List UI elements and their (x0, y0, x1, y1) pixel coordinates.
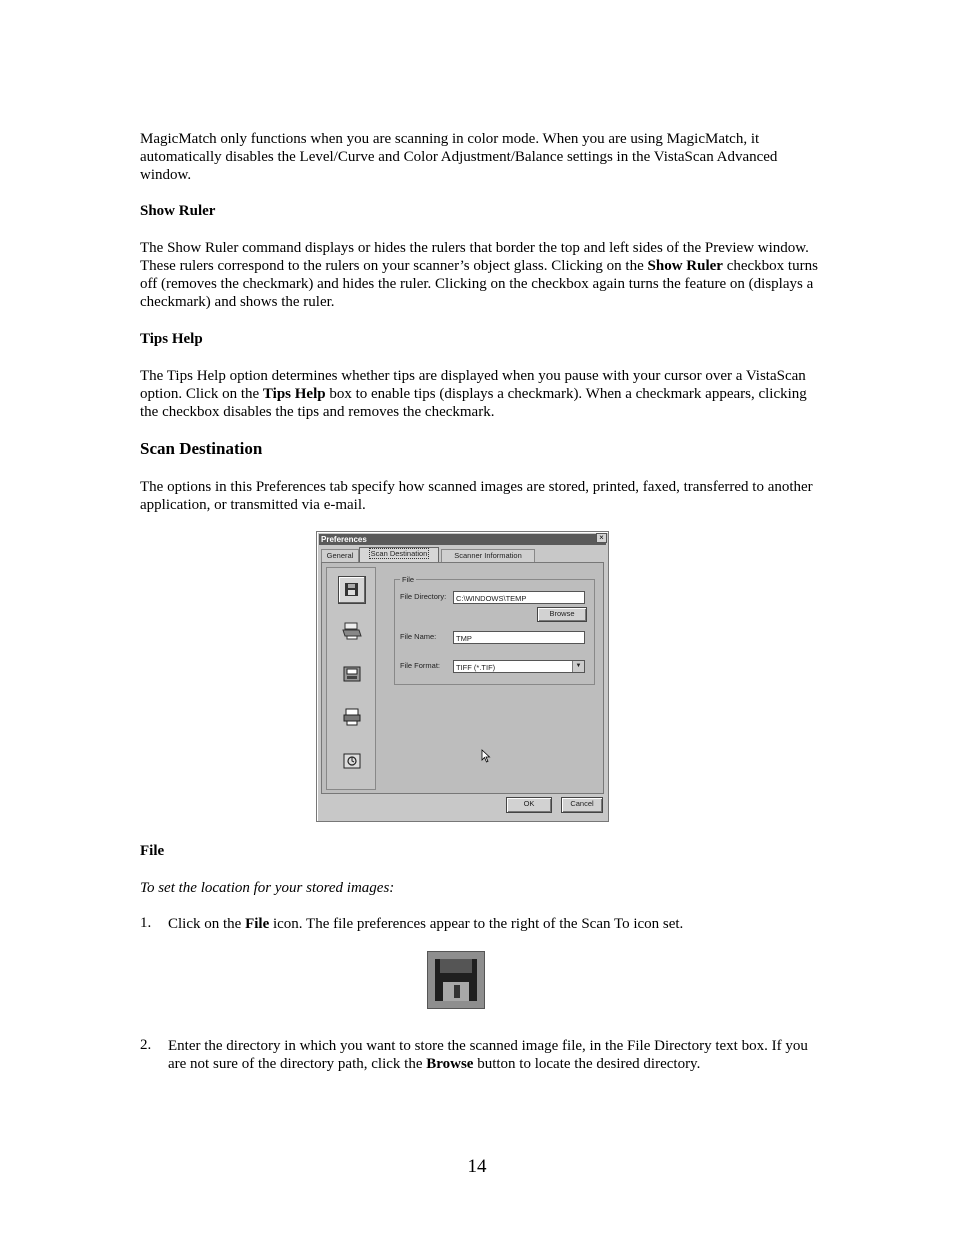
step-2-text: Enter the directory in which you want to store the scanned image file, in the File Directory text box. If you are not sure of the directory path, click the Browse button to locate the desired directory. (168, 1038, 808, 1072)
file-format-label: File Format: (400, 661, 441, 670)
cursor-icon (481, 749, 491, 763)
browse-button[interactable]: Browse (537, 607, 587, 622)
tab-general[interactable]: General (321, 549, 359, 562)
cancel-button[interactable]: Cancel (561, 797, 603, 813)
file-name-label: File Name: (400, 632, 437, 641)
file-format-select[interactable]: TIFF (*.TIF) ▼ (453, 660, 585, 673)
application-icon[interactable] (341, 706, 363, 728)
printer-icon[interactable] (341, 620, 363, 642)
intro-paragraph: MagicMatch only functions when you are scanning in color mode. When you are using MagicMatch, it automatically disables the Level/Curve and Color Adjustment/Balance settings in the VistaScan Advanced window. (140, 131, 778, 183)
tab-panel (321, 562, 604, 794)
fax-icon[interactable] (341, 663, 363, 685)
file-group-label: File (402, 575, 415, 584)
step-1-number: 1. (140, 915, 152, 931)
show-ruler-paragraph: The Show Ruler command displays or hides the rulers that border the top and left sides of the Preview window. These rulers correspond to the rulers on your scanner’s object glass. Clicking on the Show Ruler checkbox turns off (removes the checkmark) and hides the ruler. Clicking on the checkbox again turns the feature on (displays a checkmark) and shows the ruler. (140, 240, 818, 310)
file-floppy-icon (427, 951, 485, 1009)
close-button[interactable]: × (596, 533, 607, 543)
dialog-title: Preferences (319, 534, 606, 545)
tab-scan-destination[interactable]: Scan Destination (359, 547, 439, 562)
scan-destination-heading: Scan Destination (140, 439, 263, 458)
step-2-number: 2. (140, 1037, 152, 1053)
scan-destination-paragraph: The options in this Preferences tab specify how scanned images are stored, printed, faxed, transferred to another application, or transmitted via e-mail. (140, 479, 813, 513)
preferences-dialog (316, 531, 609, 822)
tips-help-heading: Tips Help (140, 331, 203, 347)
tab-scanner-information[interactable]: Scanner Information (441, 549, 535, 562)
file-subtitle: To set the location for your stored images: (140, 880, 395, 896)
tips-help-paragraph: The Tips Help option determines whether tips are displayed when you pause with your cursor over a VistaScan option. Click on the Tips Help box to enable tips (displays a checkmark). When a checkmark appears, clicking the checkbox disables the tips and removes the checkmark. (140, 368, 807, 420)
chevron-down-icon[interactable]: ▼ (572, 661, 584, 672)
file-icon[interactable] (338, 576, 366, 604)
step-1-text: Click on the File icon. The file preferences appear to the right of the Scan To icon set. (168, 916, 684, 932)
file-heading: File (140, 843, 165, 859)
scan-to-icon-set (326, 567, 376, 790)
file-directory-label: File Directory: (400, 592, 447, 601)
ok-button[interactable]: OK (506, 797, 552, 813)
file-directory-input[interactable]: C:\WINDOWS\TEMP (453, 591, 585, 604)
file-name-input[interactable]: TMP (453, 631, 585, 644)
show-ruler-heading: Show Ruler (140, 203, 216, 219)
page-number: 14 (467, 1156, 487, 1177)
email-icon[interactable] (341, 750, 363, 772)
